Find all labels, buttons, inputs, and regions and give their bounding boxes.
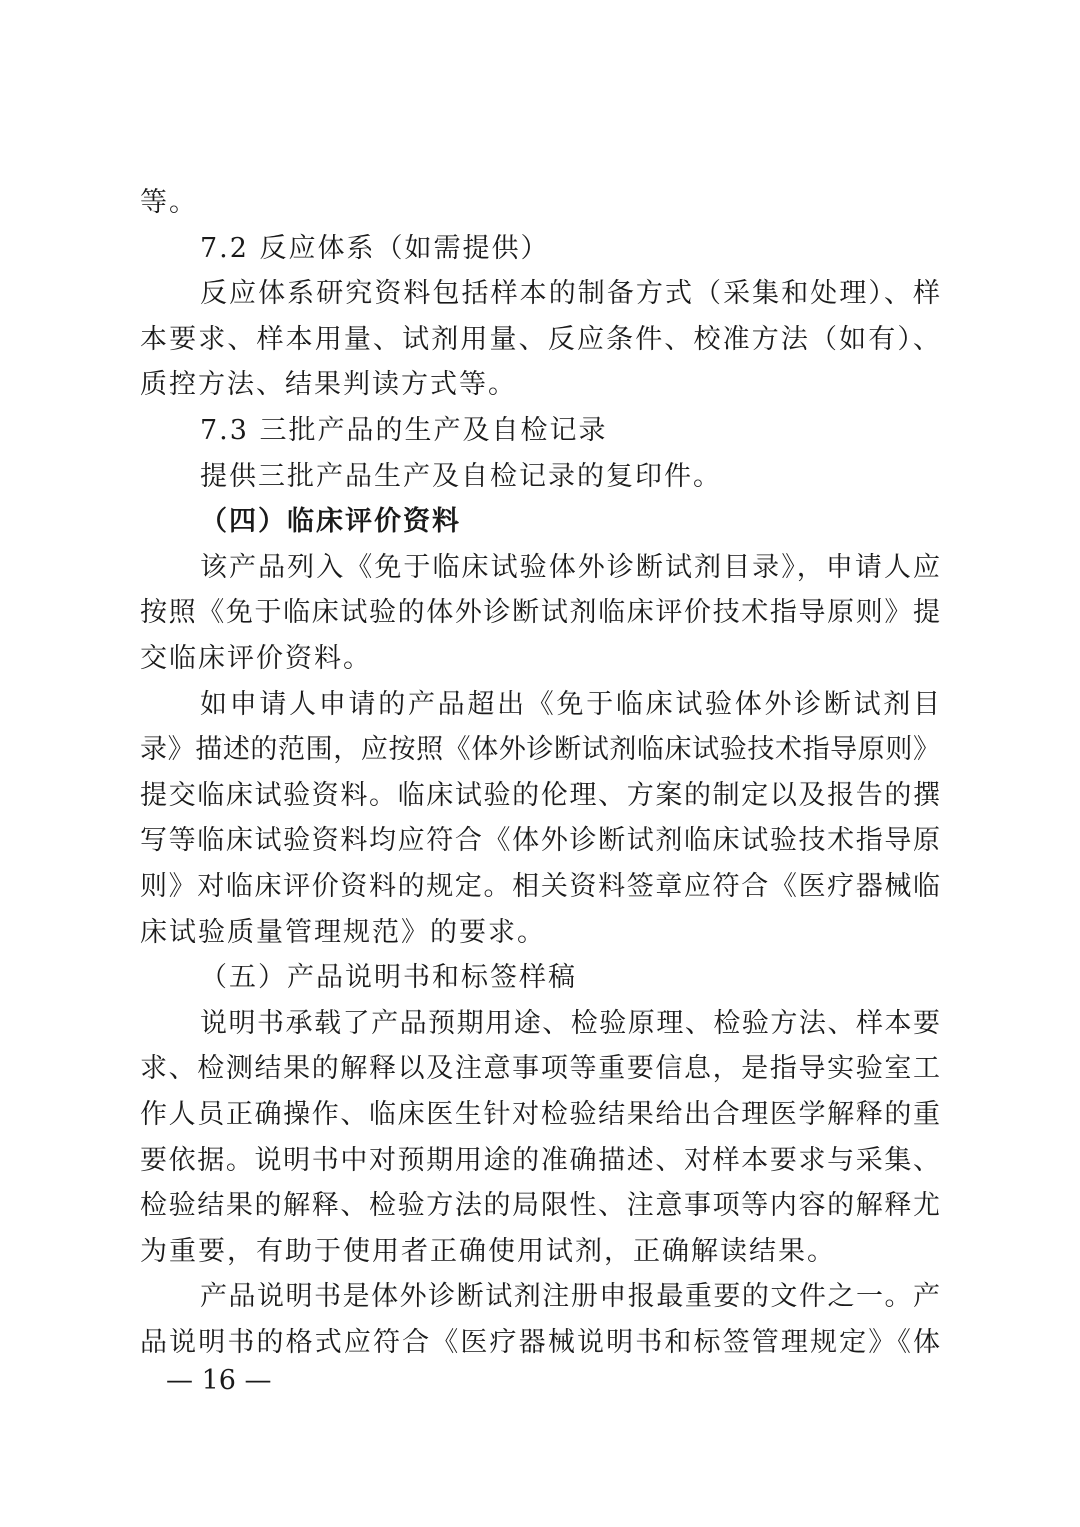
page-number: — 16 — [166,1365,272,1396]
text-line: 提供三批产品生产及自检记录的复印件。 [200,460,722,492]
text-line: 要依据。说明书中对预期用途的准确描述、对样本要求与采集、 [140,1144,940,1176]
text-line: 如申请人申请的产品超出《免于临床试验体外诊断试剂目 [200,688,940,720]
text-line: 床试验质量管理规范》的要求。 [140,916,546,948]
text-line: 等。 [140,187,198,218]
text-line: 则》对临床评价资料的规定。相关资料签章应符合《医疗器械临 [140,871,940,902]
text-line: 7.2 反应体系（如需提供） [200,232,550,264]
text-line: 录》描述的范围，应按照《体外诊断试剂临床试验技术指导原则》 [140,734,940,766]
text-line: 为重要，有助于使用者正确使用试剂，正确解读结果。 [140,1235,836,1267]
text-line: 交临床评价资料。 [140,643,372,674]
text-line: 写等临床试验资料均应符合《体外诊断试剂临床试验技术指导原 [140,825,940,857]
text-line: 本要求、样本用量、试剂用量、反应条件、校准方法（如有）、 [140,323,940,355]
text-line: 反应体系研究资料包括样本的制备方式（采集和处理）、样 [200,278,940,310]
text-line: 7.3 三批产品的生产及自检记录 [200,415,608,446]
text-line: 按照《免于临床试验的体外诊断试剂临床评价技术指导原则》提 [140,597,940,629]
text-line: （四）临床评价资料 [200,506,461,538]
text-line: （五）产品说明书和标签样稿 [200,962,577,994]
text-line: 产品说明书是体外诊断试剂注册申报最重要的文件之一。产 [200,1281,940,1313]
text-line: 提交临床试验资料。临床试验的伦理、方案的制定以及报告的撰 [140,779,940,811]
text-line: 该产品列入《免于临床试验体外诊断试剂目录》，申请人应 [200,551,940,583]
text-line: 质控方法、结果判读方式等。 [140,369,517,401]
text-line: 作人员正确操作、临床医生针对检验结果给出合理医学解释的重 [140,1099,940,1130]
text-line: 求、检测结果的解释以及注意事项等重要信息，是指导实验室工 [140,1053,940,1085]
text-line: 说明书承载了产品预期用途、检验原理、检验方法、样本要 [200,1007,940,1039]
text-line: 检验结果的解释、检验方法的局限性、注意事项等内容的解释尤 [140,1190,940,1222]
text-line: 品说明书的格式应符合《医疗器械说明书和标签管理规定》《体 [140,1327,940,1358]
